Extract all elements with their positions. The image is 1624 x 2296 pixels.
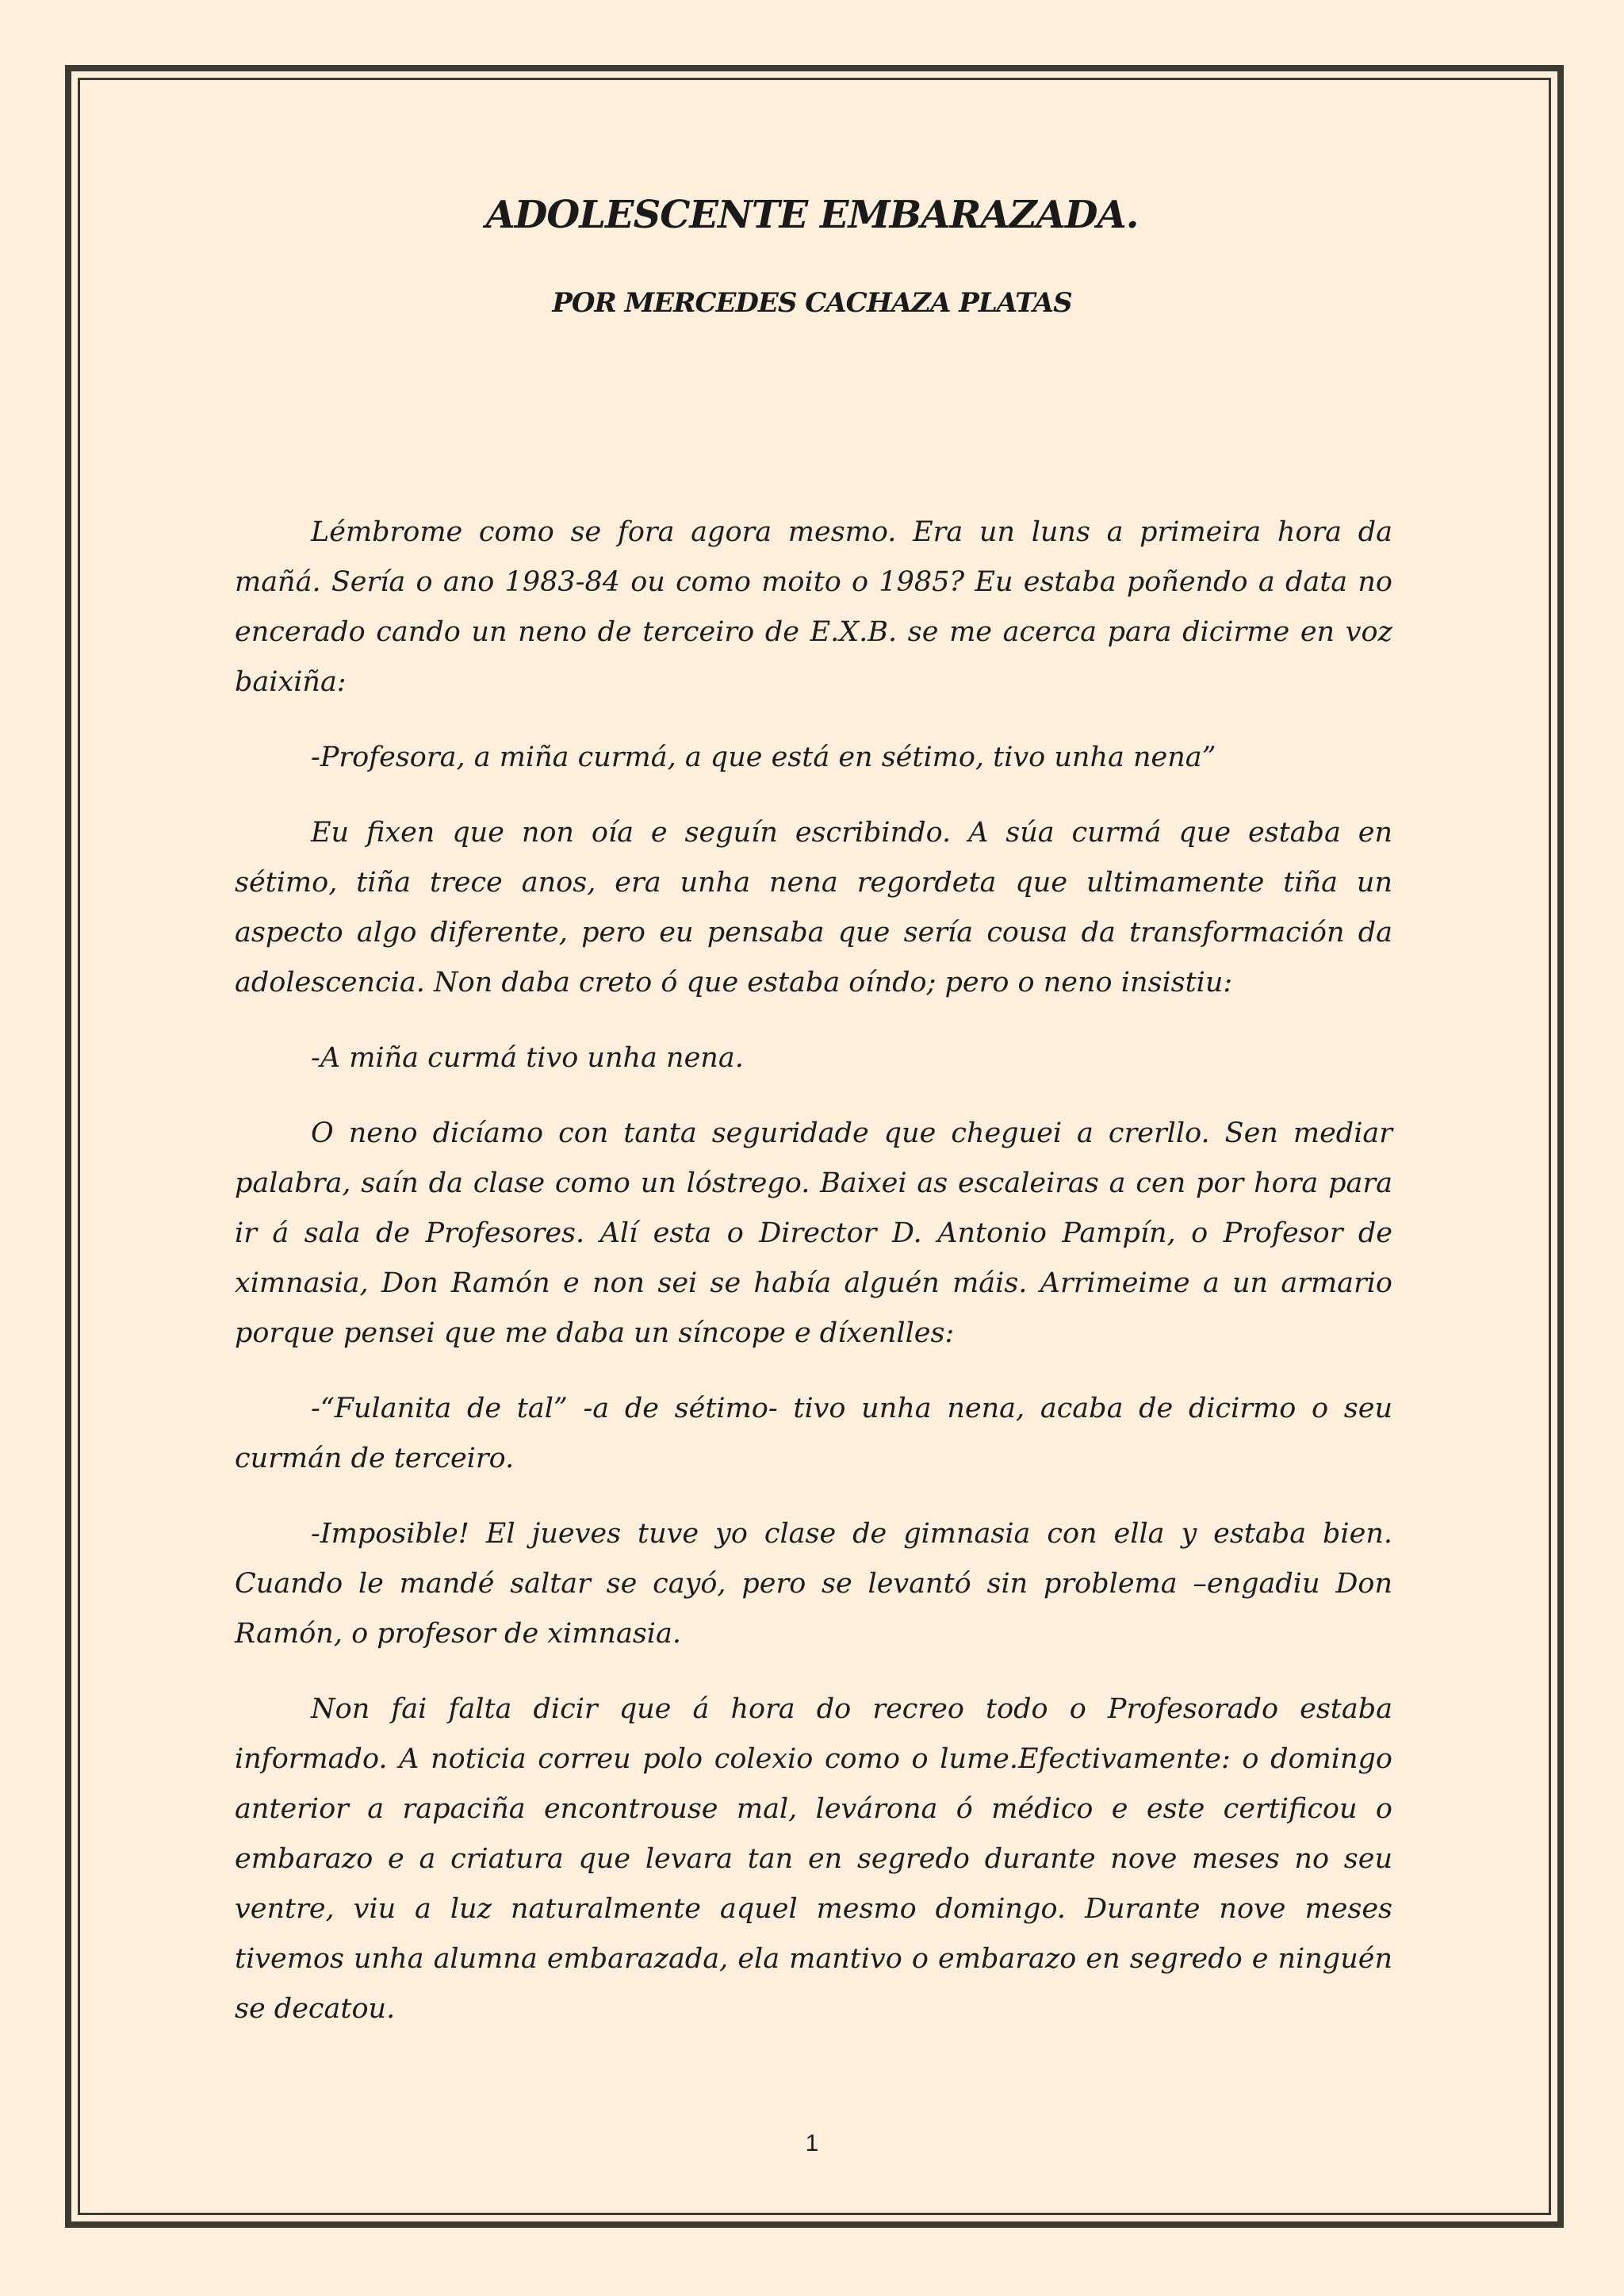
paragraph: -A miña curmá tivo unha nena. xyxy=(311,1042,744,1074)
document-body xyxy=(235,508,1392,2060)
paragraph: O neno dicíamo con tanta seguridade que cheguei a crerllo. Sen mediar palabra, saín da clase como un lóstrego. Baixei as escaleiras a cen por hora para ir á sala de Profesores. Alí esta o Director D. Antonio Pampín, o Profesor de ximnasia, Don Ramón e non sei se había alguén máis. Arrimeime a un armario porque pensei que me daba un síncope e díxenlles: xyxy=(235,1117,1392,1349)
paragraph: Eu fixen que non oía e seguín escribindo. A súa curmá que estaba en sétimo, tiña trece anos, era unha nena regordeta que ultimamente tiña un aspecto algo diferente, pero eu pensaba que sería cousa da transformación da adolescencia. Non daba creto ó que estaba oíndo; pero o neno insistiu: xyxy=(235,817,1392,999)
document-title: ADOLESCENTE EMBARAZADA. xyxy=(485,193,1139,237)
document-author: POR MERCEDES CACHAZA PLATAS xyxy=(552,287,1072,319)
paragraph: -Imposible! El jueves tuve yo clase de gimnasia con ella y estaba bien. Cuando le mandé saltar se cayó, pero se levantó sin problema –engadiu Don Ramón, o profesor de ximnasia. xyxy=(235,1518,1392,1650)
paragraph: Lémbrome como se fora agora mesmo. Era un luns a primeira hora da mañá. Sería o ano 1983-84 ou como moito o 1985? Eu estaba poñendo a data no encerado cando un neno de terceiro de E.X.B. se me acerca para dicirme en voz baixiña: xyxy=(235,516,1392,698)
paragraph: -Profesora, a miña curmá, a que está en sétimo, tivo unha nena” xyxy=(311,742,1216,773)
paragraph: -“Fulanita de tal” -a de sétimo- tivo unha nena, acaba de dicirmo o seu curmán de terceiro. xyxy=(235,1393,1392,1474)
page-number: 1 xyxy=(805,2130,819,2156)
paragraph: Non fai falta dicir que á hora do recreo todo o Profesorado estaba informado. A noticia correu polo colexio como o lume.Efectivamente: o domingo anterior a rapaciña encontrouse mal, levárona ó médico e este certificou o embarazo e a criatura que levara tan en segredo durante nove meses no seu ventre, viu a luz naturalmente aquel mesmo domingo. Durante nove meses tivemos unha alumna embarazada, ela mantivo o embarazo en segredo e ninguén se decatou. xyxy=(235,1693,1392,2025)
